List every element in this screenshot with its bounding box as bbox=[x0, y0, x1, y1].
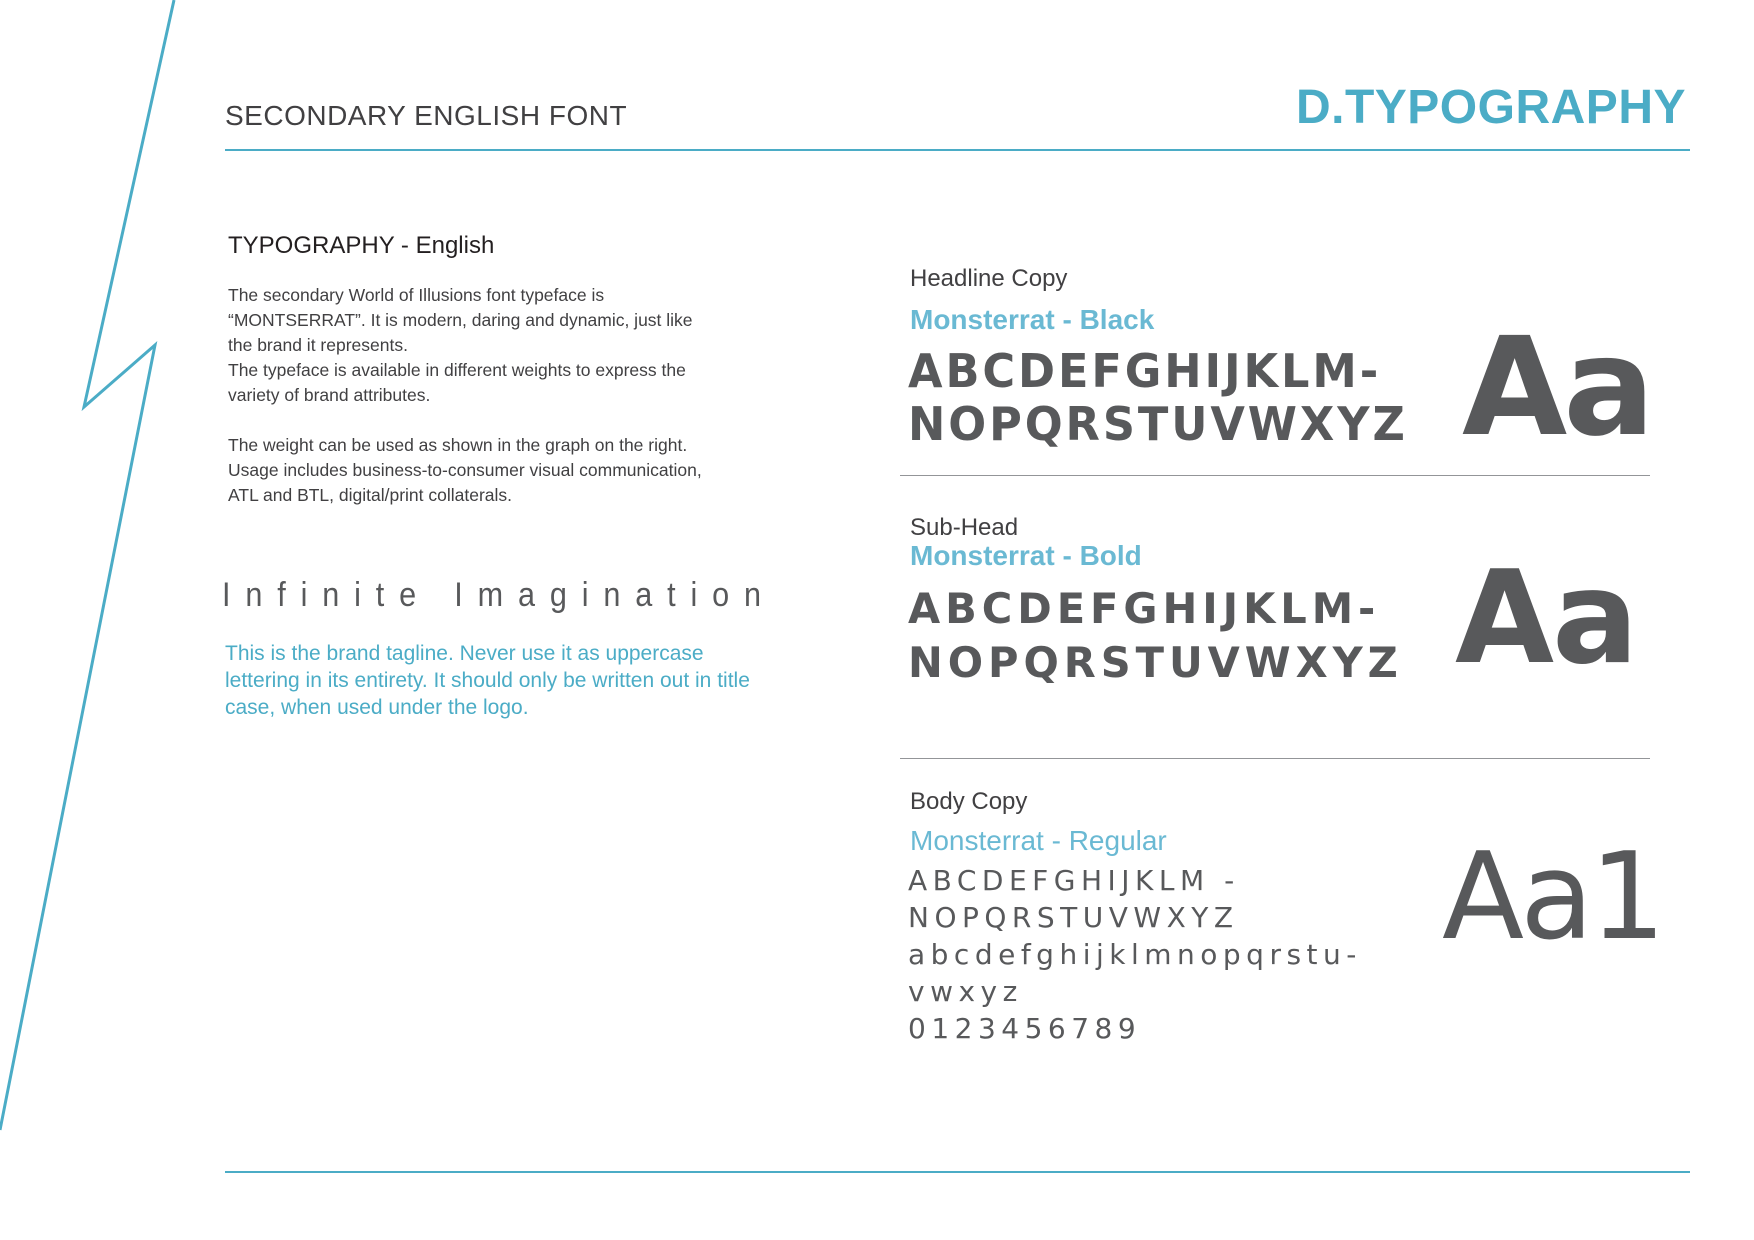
intro-line: the brand it represents. bbox=[228, 335, 408, 355]
body-digits-line: 0123456789 bbox=[908, 1012, 1142, 1045]
page-title: D.TYPOGRAPHY bbox=[1295, 81, 1686, 134]
subhead-sample-glyphs: Aa bbox=[1455, 544, 1637, 693]
body-sample-glyphs: Aa1 bbox=[1442, 828, 1662, 967]
header-rule bbox=[225, 149, 1690, 151]
usage-line: The weight can be used as shown in the graph on the right. bbox=[228, 435, 688, 455]
specimen-divider bbox=[900, 758, 1650, 759]
headline-alphabet-line-1: ABCDEFGHIJKLM- bbox=[908, 344, 1382, 398]
body-alphabet-line-1: ABCDEFGHIJKLM - bbox=[908, 864, 1240, 897]
body-alphabet-line-3: abcdefghijklmnopqrstu- bbox=[908, 938, 1362, 971]
section-title: SECONDARY ENGLISH FONT bbox=[225, 100, 628, 131]
subhead-font-name: Monsterrat - Bold bbox=[910, 540, 1142, 571]
headline-sample-glyphs: Aa bbox=[1462, 309, 1652, 467]
footer-rule bbox=[225, 1171, 1690, 1173]
intro-line: The typeface is available in different weights to express the bbox=[228, 360, 686, 380]
tagline-note: This is the brand tagline. Never use it as uppercase lettering in its entirety. It should only be written out in title case, when used under the logo. bbox=[225, 642, 750, 719]
headline-alphabet-line-2: NOPQRSTUVWXYZ bbox=[908, 397, 1408, 451]
body-alphabet-line-4: vwxyz bbox=[908, 975, 1023, 1008]
subhead-label: Sub-Head bbox=[910, 514, 1019, 541]
headline-label: Headline Copy bbox=[910, 265, 1068, 292]
usage-line: Usage includes business-to-consumer visual communication, bbox=[228, 460, 702, 480]
body-label: Body Copy bbox=[910, 788, 1028, 815]
intro-line: The secondary World of Illusions font typeface is bbox=[228, 285, 605, 305]
body-alphabet-line-2: NOPQRSTUVWXYZ bbox=[908, 901, 1239, 934]
intro-text bbox=[228, 283, 788, 508]
body-font-name: Monsterrat - Regular bbox=[910, 825, 1167, 856]
subhead-alphabet-line-2: NOPQRSTUVWXYZ bbox=[908, 638, 1403, 687]
intro-line: variety of brand attributes. bbox=[228, 385, 431, 405]
brand-tagline: Infinite Imagination bbox=[222, 576, 776, 614]
subhead-alphabet-line-1: ABCDEFGHIJKLM- bbox=[908, 584, 1381, 633]
specimen-divider bbox=[900, 475, 1650, 476]
usage-line: ATL and BTL, digital/print collaterals. bbox=[228, 485, 513, 505]
intro-line: “MONTSERRAT”. It is modern, daring and dynamic, just like bbox=[228, 310, 693, 330]
headline-font-name: Monsterrat - Black bbox=[910, 304, 1155, 335]
typography-english-heading: TYPOGRAPHY - English bbox=[228, 232, 495, 259]
